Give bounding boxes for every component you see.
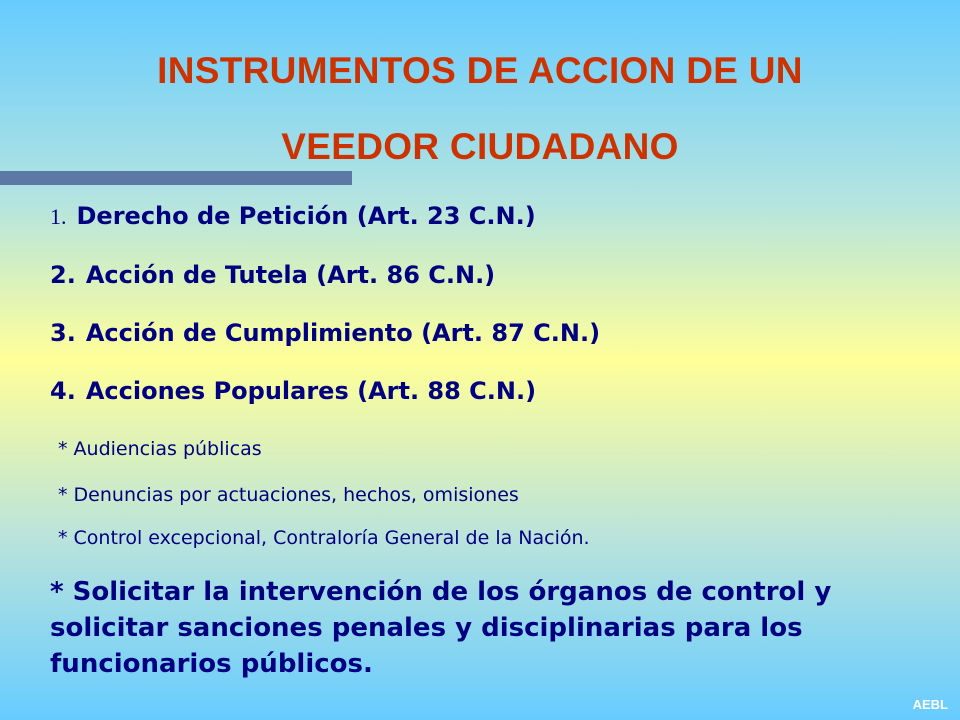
- list-item-number: 1.: [50, 204, 67, 229]
- list-item-4: [50, 377, 536, 405]
- list-item-number: 4.: [50, 377, 76, 405]
- sub-item-audiencias: * Audiencias públicas: [58, 438, 262, 460]
- list-item-3: [50, 319, 600, 347]
- closing-statement: * Solicitar la intervención de los órganos de control y solicitar sanciones penales y disciplinarias para los funcionarios públicos.: [50, 577, 832, 679]
- list-item-1: [50, 202, 536, 230]
- list-item-text: Derecho de Petición (Art. 23 C.N.): [76, 202, 536, 230]
- list-item-text: Acciones Populares (Art. 88 C.N.): [85, 377, 537, 405]
- slide-title-line-2: VEEDOR CIUDADANO: [281, 126, 679, 167]
- list-item-text: Acción de Cumplimiento (Art. 87 C.N.): [85, 319, 601, 347]
- slide-title-line-1: INSTRUMENTOS DE ACCION DE UN: [157, 50, 803, 91]
- list-item-number: 2.: [50, 261, 76, 289]
- list-item-number: 3.: [50, 319, 76, 347]
- title-divider-bar: [0, 171, 352, 185]
- footer-initials: AEBL: [912, 697, 948, 712]
- sub-item-denuncias: * Denuncias por actuaciones, hechos, omisiones: [58, 484, 519, 506]
- list-item-2: [50, 261, 495, 289]
- sub-item-control: * Control excepcional, Contraloría General de la Nación.: [58, 527, 590, 549]
- list-item-text: Acción de Tutela (Art. 86 C.N.): [85, 261, 496, 289]
